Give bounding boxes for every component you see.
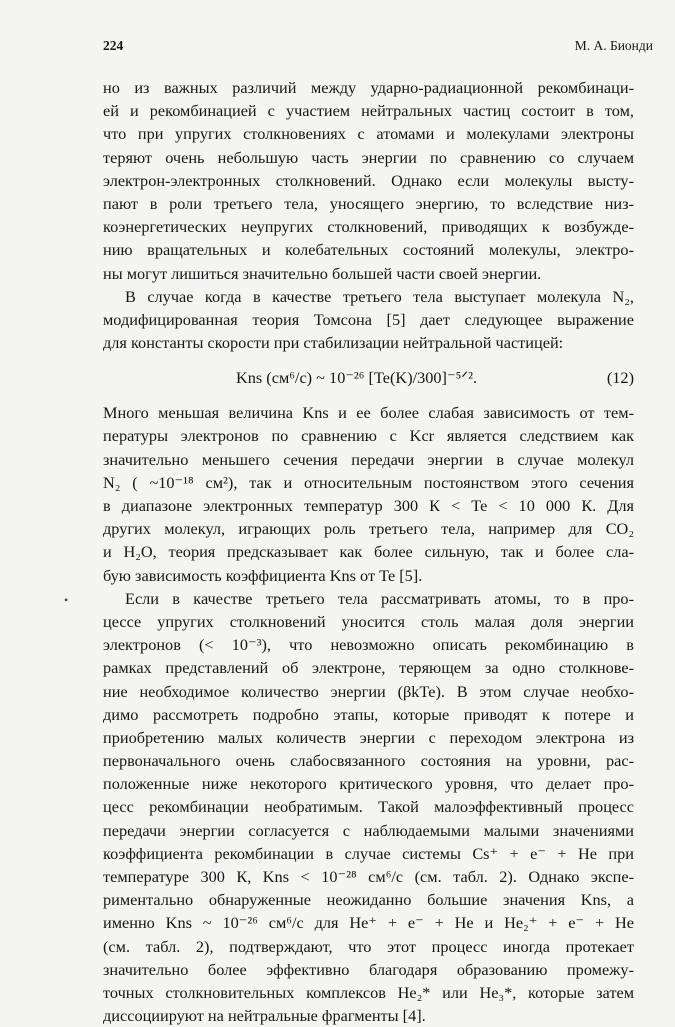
text-line: бую зависимость коэффициента Kns от Te [5].: [103, 565, 423, 585]
text-line: температуре 300 К, Kns < 10⁻²⁸ см⁶/с (см. табл. 2). Однако экспе-: [103, 867, 634, 886]
equation-number: (12): [606, 368, 634, 388]
text-line: коэффициента рекомбинации в случае системы Cs⁺ + e⁻ + He при: [103, 843, 634, 863]
text-line: пературы электронов по сравнению с Kcr является следствием как: [103, 426, 634, 446]
equation-12: [103, 361, 634, 395]
text-line: рамках представлений об электроне, теряющем за одно столкнове-: [103, 658, 634, 678]
text-line: ние необходимое количество энергии (βkTe). В этом случае необхо-: [103, 681, 634, 701]
text-line: коэнергетических неупругих столкновений, приводящих к возбужде-: [103, 217, 634, 237]
running-head: М. А. Бионди: [574, 38, 653, 53]
body-text: [103, 76, 634, 1027]
text-line: приобретению малых количеств энергии с переходом электрона из: [103, 727, 634, 747]
text-line: электрон-электронных столкновений. Однако если молекулы высту-: [103, 170, 634, 190]
text-line: в диапазоне электронных температур 300 К < Te < 10 000 К. Для: [103, 496, 634, 515]
text-line: цессе упругих столкновений уносится столь малая доля энергии: [103, 611, 634, 631]
paragraph-3: [103, 401, 634, 587]
paragraph-1: [103, 76, 634, 285]
text-line: Если в качестве третьего тела рассматривать атомы, то в про-: [125, 588, 634, 608]
text-line: значительно более эффективно благодаря образованию промежу-: [103, 959, 634, 979]
text-line: диссоциируют на нейтральные фрагменты [4].: [103, 1006, 426, 1026]
text-line: пают в роли третьего тела, уносящего энергию, то вследствие низ-: [103, 193, 634, 213]
paragraph-4: [103, 587, 634, 1027]
text-line: модифицированная теория Томсона [5] дает следующее выражение: [103, 309, 634, 329]
text-line: положенные ниже некоторого критического уровня, что делает про-: [103, 774, 634, 794]
text-line: но из важных различий между ударно-радиационной рекомбинаци-: [103, 78, 634, 97]
page-number: 224: [103, 38, 124, 53]
margin-dot: •: [64, 593, 69, 607]
text-line: первоначального очень слабосвязанного состояния на уровни, рас-: [103, 751, 634, 771]
text-line: нию вращательных и колебательных состояний молекулы, электро-: [103, 240, 634, 260]
text-line: и H₂O, теория предсказывает как более сильную, так и более сла-: [103, 542, 634, 562]
text-line: электронов (< 10⁻³), что невозможно описать рекомбинацию в: [103, 635, 634, 655]
text-line: Много меньшая величина Kns и ее более слабая зависимость от тем-: [103, 403, 634, 423]
text-line: передачи энергии согласуется с наблюдаемыми малыми значениями: [103, 820, 634, 840]
text-line: димо рассмотреть подробно этапы, которые приводят к потере и: [103, 704, 634, 724]
text-line: именно Kns ~ 10⁻²⁶ см⁶/с для He⁺ + e⁻ + He и He₂⁺ + e⁻ + He: [103, 913, 634, 933]
text-line: ей и рекомбинацией с участием нейтральных частиц состоит в том,: [103, 101, 634, 121]
text-line: значительно меньшего сечения передачи энергии в случае молекул: [103, 449, 634, 469]
text-line: риментально обнаруженные неожиданно большие значения Kns, а: [103, 890, 634, 910]
text-line: теряют очень небольшую часть энергии по сравнению со случаем: [103, 147, 634, 167]
text-line: N₂ ( ~10⁻¹⁸ см²), так и относительным постоянством этого сечения: [103, 472, 634, 492]
text-line: (см. табл. 2), подтверждают, что этот процесс иногда протекает: [103, 936, 634, 956]
text-line: цесс рекомбинации необратимым. Такой малоэффективный процесс: [103, 797, 634, 817]
text-line: ны могут лишиться значительно большей части своей энергии.: [103, 263, 542, 283]
page-header: [103, 38, 653, 58]
text-line: для константы скорости при стабилизации нейтральной частицей:: [103, 333, 564, 353]
text-line: точных столкновительных комплексов He₂* или He₃*, которые затем: [103, 982, 634, 1002]
text-line: других молекул, играющих роль третьего тела, например для CO₂: [103, 519, 634, 539]
paragraph-2: [103, 285, 634, 355]
text-line: что при упругих столкновениях с атомами и молекулами электроны: [103, 124, 634, 144]
text-line: В случае когда в качестве третьего тела выступает молекула N₂,: [125, 286, 634, 306]
equation-formula: Kns (см⁶/с) ~ 10⁻²⁶ [Te(K)/300]⁻⁵ᐟ².: [236, 368, 478, 388]
